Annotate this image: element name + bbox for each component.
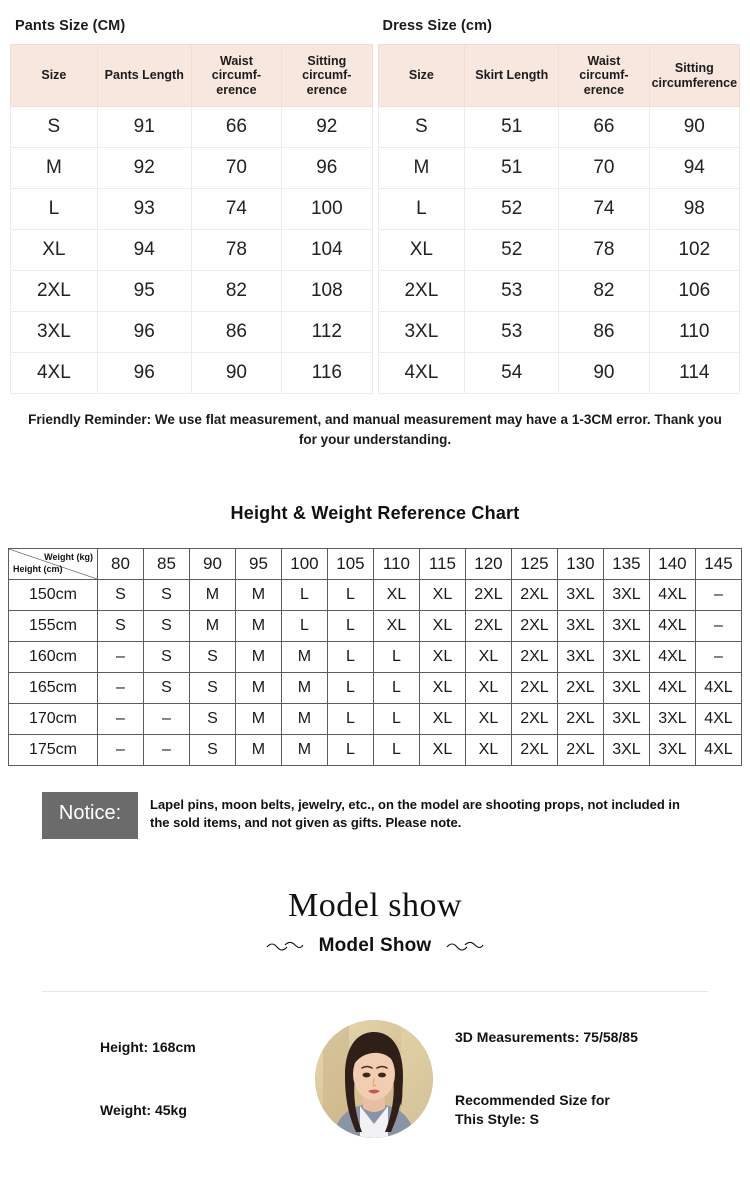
hw-size-cell: 2XL [557, 735, 603, 766]
hw-size-cell: L [373, 673, 419, 704]
dress-table-title: Dress Size (cm) [382, 18, 492, 34]
measurement-cell: 96 [97, 353, 191, 394]
model-recommended-size-line2: This Style: S [455, 1111, 540, 1128]
measurement-cell: 82 [191, 271, 281, 312]
measurement-cell: 74 [559, 189, 649, 230]
pants-size-table [10, 44, 373, 394]
measurement-cell: 96 [97, 312, 191, 353]
hw-weight-header: 110 [373, 549, 419, 580]
table-row [11, 230, 373, 271]
hw-weight-header: 115 [419, 549, 465, 580]
measurement-cell: 96 [282, 148, 372, 189]
model-weight: Weight: 45kg [100, 1101, 187, 1118]
hw-size-cell: XL [465, 704, 511, 735]
hw-size-cell: 4XL [695, 704, 741, 735]
section-divider [42, 991, 708, 992]
hw-size-cell: S [189, 642, 235, 673]
size-cell: 2XL [378, 271, 465, 312]
hw-size-cell: – [695, 611, 741, 642]
hw-size-cell: 2XL [557, 673, 603, 704]
notice-tag: Notice: [42, 792, 138, 839]
measurement-cell: 94 [97, 230, 191, 271]
hw-size-cell: XL [465, 735, 511, 766]
measurement-cell: 52 [465, 189, 559, 230]
hw-height-header: 155cm [9, 611, 98, 642]
hw-size-cell: M [235, 735, 281, 766]
hw-size-cell: L [281, 580, 327, 611]
hw-size-cell: 3XL [603, 673, 649, 704]
hw-size-cell: – [97, 673, 143, 704]
table-row [378, 107, 740, 148]
measurement-cell: 78 [559, 230, 649, 271]
friendly-reminder-text: Friendly Reminder: We use flat measurement, and manual measurement may have a 1-3CM error. Thank you for your understanding. [28, 412, 722, 447]
size-cell: 4XL [378, 353, 465, 394]
table-row [11, 107, 373, 148]
size-cell: M [378, 148, 465, 189]
hw-size-cell: S [143, 580, 189, 611]
model-show-section [0, 887, 750, 956]
measurement-cell: 116 [282, 353, 372, 394]
hw-size-cell: M [281, 704, 327, 735]
hw-size-cell: L [327, 611, 373, 642]
table-header-row [11, 45, 373, 107]
model-show-subheading-row [0, 935, 750, 957]
hw-size-cell: – [97, 704, 143, 735]
hw-table-row [9, 642, 742, 673]
hw-size-cell: L [281, 611, 327, 642]
measurement-cell: 70 [191, 148, 281, 189]
hw-weight-header: 105 [327, 549, 373, 580]
hw-size-cell: S [97, 580, 143, 611]
hw-size-cell: XL [419, 735, 465, 766]
hw-size-cell: M [189, 580, 235, 611]
hw-header-row [9, 549, 742, 580]
measurement-cell: 53 [465, 312, 559, 353]
hw-size-cell: L [373, 735, 419, 766]
hw-size-cell: XL [419, 704, 465, 735]
hw-size-cell: – [695, 642, 741, 673]
hw-size-cell: 3XL [557, 611, 603, 642]
hw-size-cell: 3XL [603, 580, 649, 611]
hw-size-cell: 4XL [695, 735, 741, 766]
column-header-size: Size [378, 45, 465, 107]
hw-weight-header: 125 [511, 549, 557, 580]
column-header-waist: Waist circumf-erence [191, 45, 281, 107]
measurement-cell: 92 [97, 148, 191, 189]
table-row [11, 353, 373, 394]
model-portrait-icon [315, 1020, 433, 1138]
column-header-pants-length: Pants Length [97, 45, 191, 107]
hw-size-cell: XL [373, 580, 419, 611]
hw-size-cell: 2XL [465, 580, 511, 611]
pants-table-body [11, 107, 373, 394]
hw-size-cell: S [97, 611, 143, 642]
model-recommended-size-line1: Recommended Size for [455, 1092, 610, 1109]
hw-size-cell: S [143, 611, 189, 642]
measurement-cell: 90 [649, 107, 739, 148]
hw-table-row [9, 704, 742, 735]
hw-table-row [9, 611, 742, 642]
wave-ornament-left-icon [265, 939, 305, 953]
hw-size-cell: – [97, 642, 143, 673]
model-avatar [315, 1020, 433, 1138]
hw-size-cell: 2XL [557, 704, 603, 735]
hw-size-cell: L [327, 735, 373, 766]
hw-size-cell: XL [465, 673, 511, 704]
size-cell: L [378, 189, 465, 230]
hw-size-cell: 3XL [603, 611, 649, 642]
model-show-heading: Model show [287, 887, 463, 925]
hw-size-cell: L [373, 642, 419, 673]
pants-size-block [10, 18, 373, 394]
measurement-cell: 86 [559, 312, 649, 353]
table-row [378, 230, 740, 271]
hw-size-cell: L [327, 642, 373, 673]
hw-size-cell: M [235, 580, 281, 611]
measurement-cell: 91 [97, 107, 191, 148]
hw-size-cell: L [373, 704, 419, 735]
size-cell: L [11, 189, 98, 230]
hw-size-cell: 2XL [465, 611, 511, 642]
table-row [378, 148, 740, 189]
hw-size-cell: 3XL [649, 735, 695, 766]
hw-size-cell: XL [419, 611, 465, 642]
hw-weight-header: 100 [281, 549, 327, 580]
measurement-cell: 104 [282, 230, 372, 271]
hw-weight-header: 120 [465, 549, 511, 580]
measurement-cell: 90 [191, 353, 281, 394]
measurement-cell: 51 [465, 148, 559, 189]
pants-table-title: Pants Size (CM) [15, 18, 126, 34]
hw-corner-cell [9, 549, 98, 580]
hw-size-cell: 4XL [695, 673, 741, 704]
model-measurements: 3D Measurements: 75/58/85 [455, 1029, 638, 1046]
column-header-size: Size [11, 45, 98, 107]
hw-size-cell: L [327, 673, 373, 704]
hw-size-cell: L [327, 580, 373, 611]
measurement-cell: 106 [649, 271, 739, 312]
hw-size-cell: L [327, 704, 373, 735]
hw-size-cell: M [281, 642, 327, 673]
hw-size-cell: M [189, 611, 235, 642]
hw-size-cell: S [143, 673, 189, 704]
hw-weight-header: 130 [557, 549, 603, 580]
measurement-cell: 90 [559, 353, 649, 394]
measurement-cell: 74 [191, 189, 281, 230]
size-cell: S [378, 107, 465, 148]
measurement-cell: 102 [649, 230, 739, 271]
table-header-row [378, 45, 740, 107]
hw-weight-header: 135 [603, 549, 649, 580]
measurement-cell: 70 [559, 148, 649, 189]
table-row [378, 189, 740, 230]
column-header-sitting: Sitting circumference [649, 45, 739, 107]
height-weight-table [8, 548, 742, 766]
hw-size-cell: 3XL [603, 735, 649, 766]
hw-table-body [9, 580, 742, 766]
model-info-right-column [433, 1028, 670, 1129]
table-row [378, 353, 740, 394]
measurement-cell: 54 [465, 353, 559, 394]
measurement-cell: 93 [97, 189, 191, 230]
hw-size-cell: M [235, 673, 281, 704]
notice-section [42, 792, 732, 839]
hw-weight-header: 80 [97, 549, 143, 580]
hw-size-cell: XL [465, 642, 511, 673]
hw-height-header: 160cm [9, 642, 98, 673]
measurement-cell: 98 [649, 189, 739, 230]
model-show-subheading: Model Show [318, 934, 432, 956]
column-header-sitting: Sitting circumf-erence [282, 45, 372, 107]
measurement-cell: 100 [282, 189, 372, 230]
hw-size-cell: – [97, 735, 143, 766]
hw-size-cell: 2XL [511, 580, 557, 611]
hw-weight-header: 95 [235, 549, 281, 580]
hw-size-cell: 4XL [649, 642, 695, 673]
measurement-cell: 51 [465, 107, 559, 148]
measurement-cell: 86 [191, 312, 281, 353]
notice-text: Lapel pins, moon belts, jewelry, etc., on the model are shooting props, not included in the sold items, and not given as gifts. Please note. [150, 797, 680, 830]
column-header-skirt-length: Skirt Length [465, 45, 559, 107]
measurement-cell: 94 [649, 148, 739, 189]
hw-table-row [9, 673, 742, 704]
hw-size-cell: 2XL [511, 642, 557, 673]
table-row [11, 148, 373, 189]
hw-size-cell: 2XL [511, 611, 557, 642]
hw-size-cell: 3XL [603, 642, 649, 673]
height-weight-chart-wrap [0, 548, 750, 766]
dress-size-table [378, 44, 741, 394]
size-cell: 2XL [11, 271, 98, 312]
hw-size-cell: M [235, 642, 281, 673]
hw-height-header: 175cm [9, 735, 98, 766]
hw-size-cell: – [695, 580, 741, 611]
hw-weight-header: 85 [143, 549, 189, 580]
table-row [11, 189, 373, 230]
hw-corner-height-label: Height (cm) [13, 564, 63, 575]
hw-height-header: 165cm [9, 673, 98, 704]
measurement-cell: 66 [559, 107, 649, 148]
measurement-cell: 52 [465, 230, 559, 271]
hw-size-cell: 3XL [557, 580, 603, 611]
hw-size-cell: M [281, 673, 327, 704]
hw-weight-header: 140 [649, 549, 695, 580]
dress-table-body [378, 107, 740, 394]
hw-size-cell: – [143, 735, 189, 766]
hw-height-header: 170cm [9, 704, 98, 735]
size-cell: 3XL [378, 312, 465, 353]
size-cell: 4XL [11, 353, 98, 394]
hw-size-cell: S [189, 704, 235, 735]
hw-size-cell: 4XL [649, 580, 695, 611]
hw-weight-header: 145 [695, 549, 741, 580]
measurement-cell: 110 [649, 312, 739, 353]
model-info-section [0, 1020, 750, 1166]
hw-size-cell: M [235, 704, 281, 735]
measurement-cell: 95 [97, 271, 191, 312]
hw-size-cell: 3XL [603, 704, 649, 735]
measurement-cell: 108 [282, 271, 372, 312]
hw-size-cell: M [235, 611, 281, 642]
dress-size-block [378, 18, 741, 394]
size-tables-section [0, 0, 750, 394]
hw-size-cell: 4XL [649, 611, 695, 642]
table-row [11, 271, 373, 312]
hw-size-cell: XL [419, 580, 465, 611]
hw-size-cell: XL [373, 611, 419, 642]
hw-table-row [9, 580, 742, 611]
model-info-left-column [80, 1038, 315, 1120]
model-height: Height: 168cm [100, 1038, 196, 1055]
hw-size-cell: 2XL [511, 735, 557, 766]
measurement-cell: 53 [465, 271, 559, 312]
hw-size-cell: – [143, 704, 189, 735]
hw-size-cell: S [189, 735, 235, 766]
hw-corner-weight-label: Weight (kg) [44, 552, 93, 563]
measurement-cell: 112 [282, 312, 372, 353]
hw-table-row [9, 735, 742, 766]
hw-size-cell: 3XL [649, 704, 695, 735]
hw-size-cell: 4XL [649, 673, 695, 704]
measurement-cell: 82 [559, 271, 649, 312]
measurement-cell: 92 [282, 107, 372, 148]
measurement-cell: 78 [191, 230, 281, 271]
table-row [11, 312, 373, 353]
hw-size-cell: 3XL [557, 642, 603, 673]
hw-size-cell: XL [419, 642, 465, 673]
measurement-cell: 66 [191, 107, 281, 148]
size-cell: M [11, 148, 98, 189]
measurement-cell: 114 [649, 353, 739, 394]
hw-size-cell: S [189, 673, 235, 704]
size-cell: XL [11, 230, 98, 271]
hw-weight-header: 90 [189, 549, 235, 580]
hw-size-cell: S [143, 642, 189, 673]
hw-size-cell: 2XL [511, 704, 557, 735]
column-header-waist: Waist circumf-erence [559, 45, 649, 107]
height-weight-chart-title: Height & Weight Reference Chart [230, 503, 520, 524]
hw-size-cell: 2XL [511, 673, 557, 704]
size-cell: S [11, 107, 98, 148]
size-cell: XL [378, 230, 465, 271]
hw-height-header: 150cm [9, 580, 98, 611]
table-row [378, 271, 740, 312]
hw-size-cell: XL [419, 673, 465, 704]
hw-size-cell: M [281, 735, 327, 766]
table-row [378, 312, 740, 353]
wave-ornament-right-icon [445, 939, 485, 953]
size-cell: 3XL [11, 312, 98, 353]
